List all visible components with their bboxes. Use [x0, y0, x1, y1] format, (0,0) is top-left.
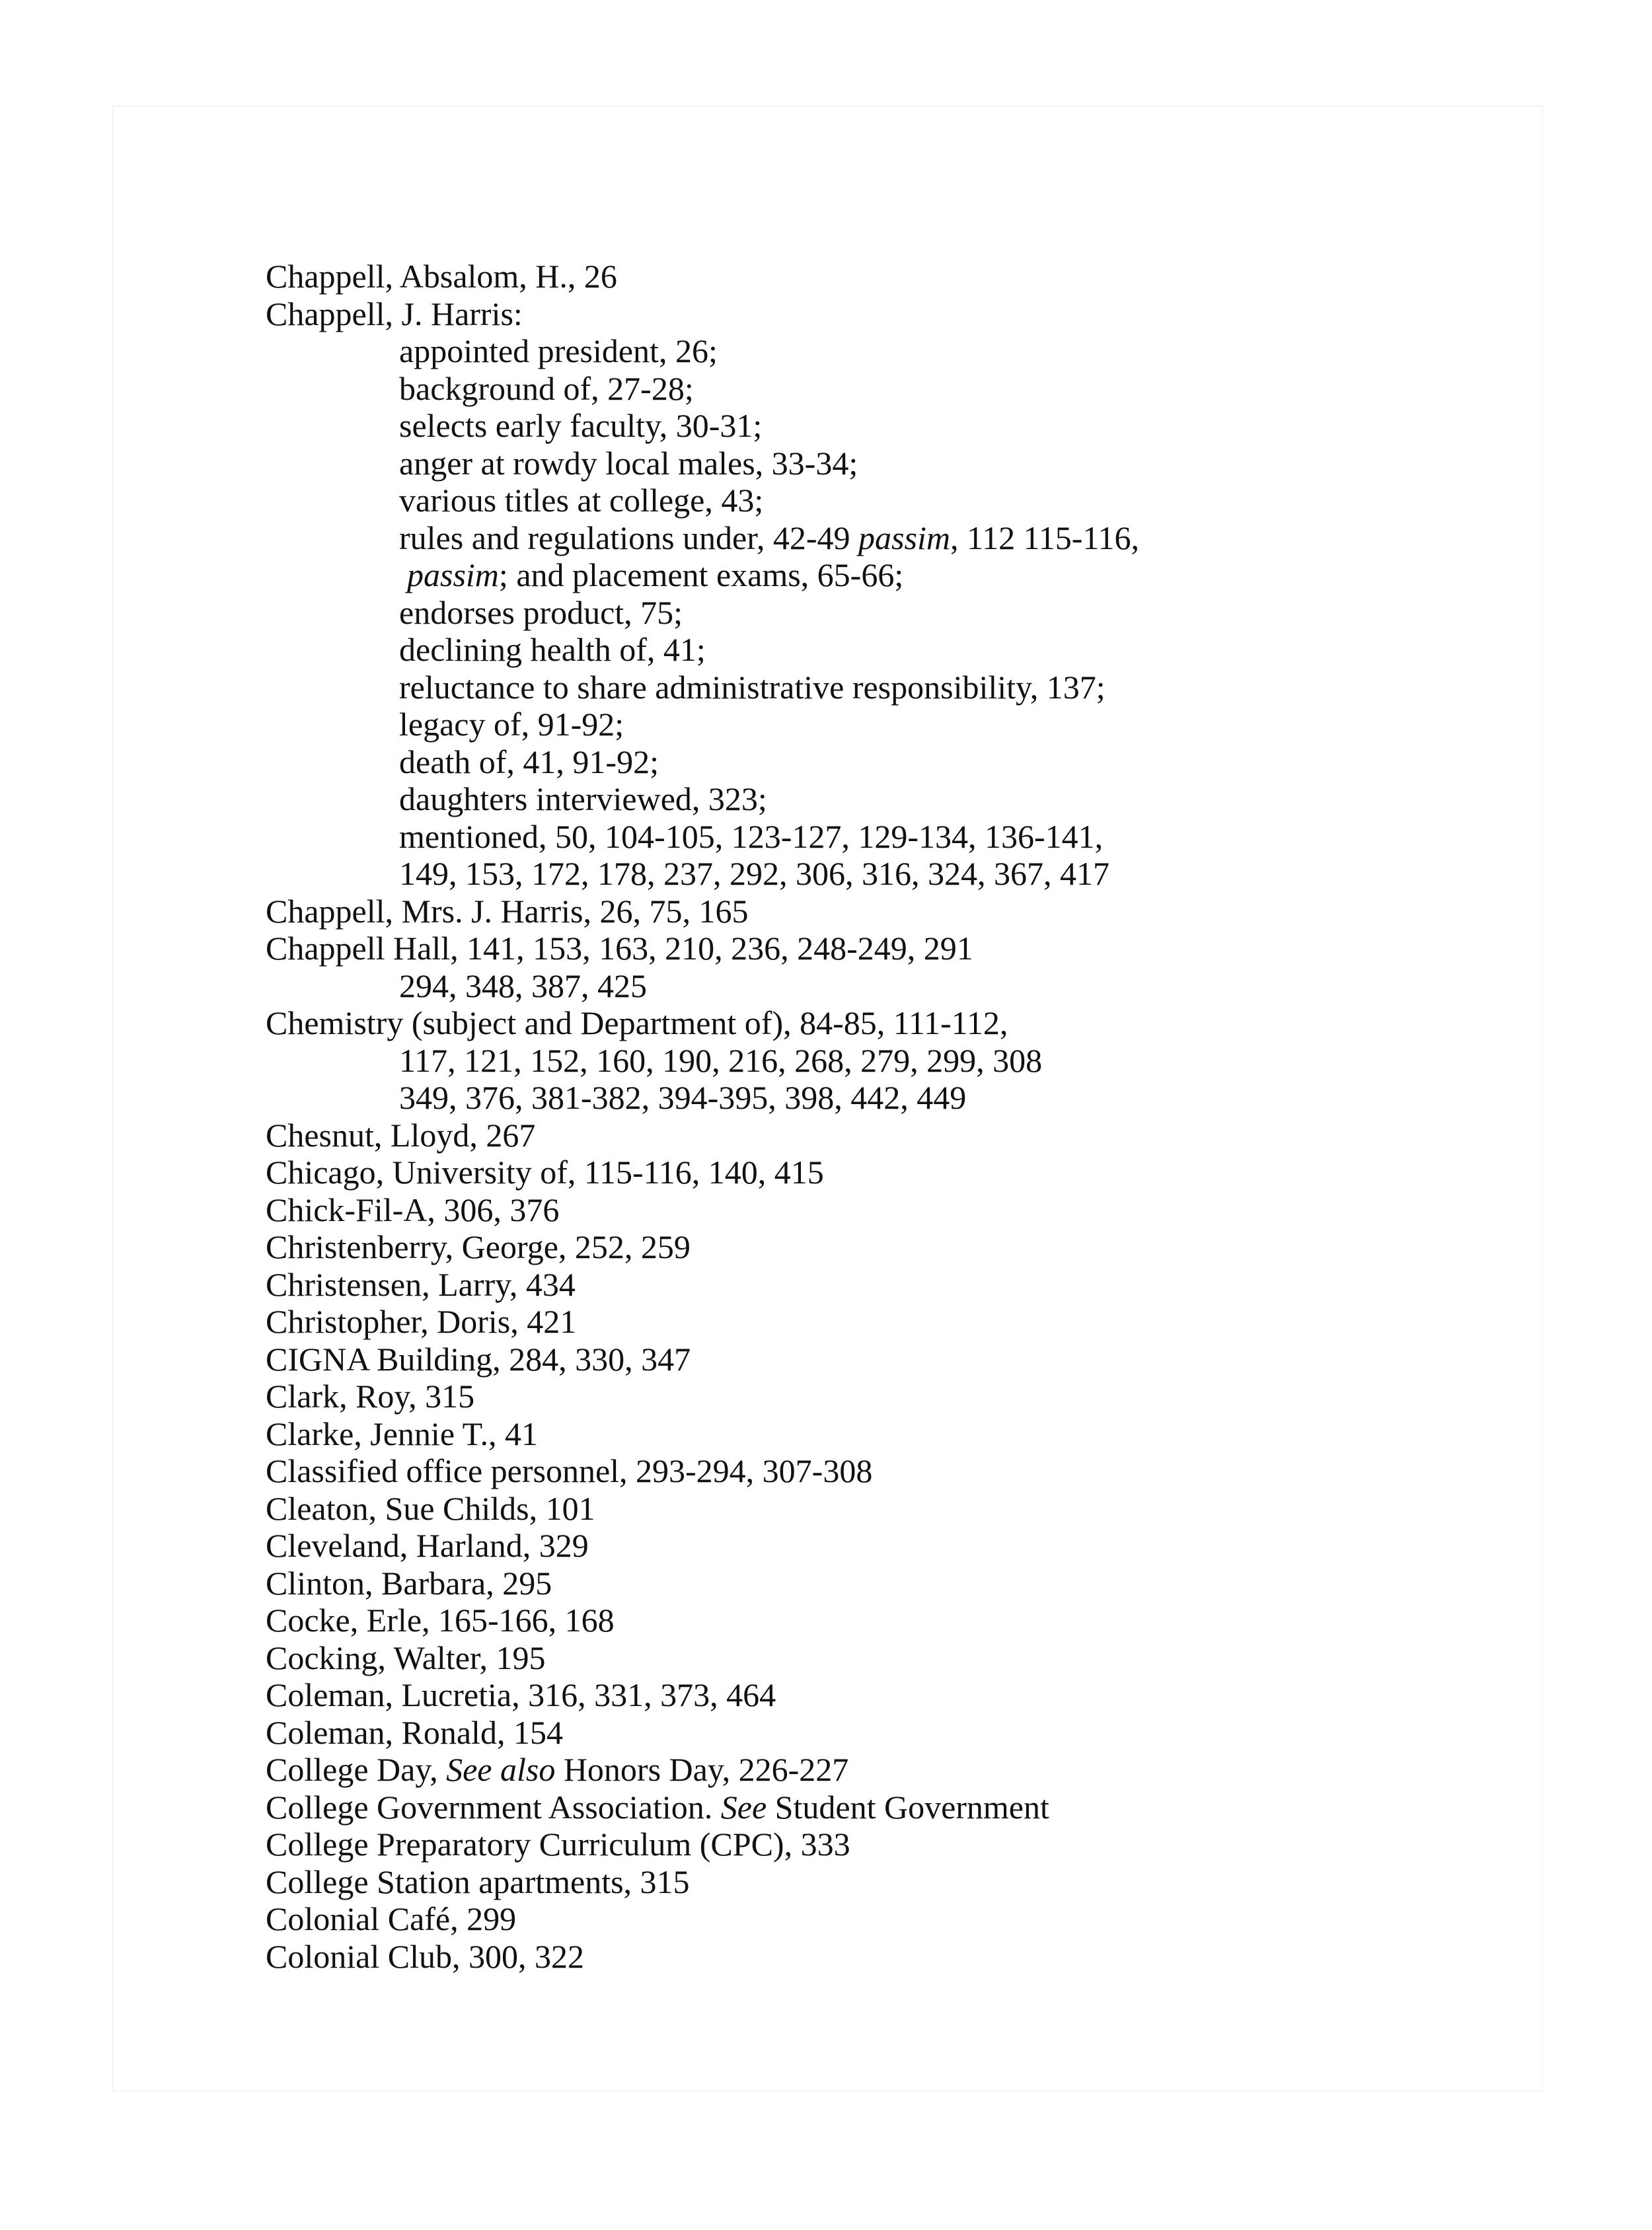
- index-entry: Clarke, Jennie T., 41: [266, 1415, 538, 1452]
- index-entry: Colonial Club, 300, 322: [266, 1937, 584, 1975]
- index-entry: Chappell, J. Harris:: [266, 295, 523, 332]
- index-entry: [266, 1751, 1508, 1789]
- index-subentry: reluctance to share administrative responsibility, 137;: [399, 668, 1106, 706]
- entry-italic: passim: [407, 556, 499, 593]
- index-entry: Clark, Roy, 315: [266, 1378, 475, 1415]
- entry-italic: See also: [446, 1751, 556, 1788]
- entry-text: College Government Association.: [266, 1788, 721, 1826]
- entry-text: rules and regulations under, 42-49: [399, 519, 859, 556]
- index-entry: Cocking, Walter, 195: [266, 1639, 546, 1676]
- index-entry: Chick-Fil-A, 306, 376: [266, 1191, 560, 1228]
- entry-text: College Day,: [266, 1751, 447, 1788]
- entry-text: Honors Day, 226-227: [555, 1751, 849, 1788]
- index-entry: CIGNA Building, 284, 330, 347: [266, 1340, 691, 1378]
- entry-italic: See: [720, 1788, 767, 1826]
- index-entry: Christensen, Larry, 434: [266, 1265, 576, 1303]
- index-subentry: background of, 27-28;: [399, 369, 694, 407]
- index-entry: Chicago, University of, 115-116, 140, 415: [266, 1154, 824, 1191]
- index-entry: Cocke, Erle, 165-166, 168: [266, 1602, 615, 1639]
- index-entry: College Station apartments, 315: [266, 1863, 690, 1900]
- entry-text: ; and placement exams, 65-66;: [498, 556, 904, 593]
- index-continuation: 349, 376, 381-382, 394-395, 398, 442, 449: [399, 1079, 967, 1116]
- entry-italic: passim: [858, 519, 950, 556]
- index-subentry: declining health of, 41;: [399, 631, 706, 668]
- index-entry: Christenberry, George, 252, 259: [266, 1228, 691, 1265]
- index-entry: Colonial Café, 299: [266, 1900, 517, 1937]
- index-subentry: selects early faculty, 30-31;: [399, 407, 763, 444]
- index-entry: Christopher, Doris, 421: [266, 1303, 577, 1340]
- index-entry: Coleman, Lucretia, 316, 331, 373, 464: [266, 1676, 776, 1713]
- index-entry: Chappell Hall, 141, 153, 163, 210, 236, 248-249, 291: [266, 930, 973, 967]
- index-subentry: various titles at college, 43;: [399, 482, 764, 519]
- index-subentry: legacy of, 91-92;: [399, 706, 624, 743]
- index-entry: Clinton, Barbara, 295: [266, 1564, 552, 1602]
- index-subentry: death of, 41, 91-92;: [399, 743, 659, 780]
- index-subentry: appointed president, 26;: [399, 332, 718, 369]
- index-entry: Coleman, Ronald, 154: [266, 1713, 563, 1751]
- index-subentry: daughters interviewed, 323;: [399, 780, 767, 817]
- entry-text: , 112 115-116,: [950, 519, 1140, 556]
- index-subentry: [266, 519, 1508, 557]
- index-entry: College Preparatory Curriculum (CPC), 333: [266, 1826, 850, 1863]
- index-entry: Chappell, Mrs. J. Harris, 26, 75, 165: [266, 892, 749, 930]
- index-continuation: 117, 121, 152, 160, 190, 216, 268, 279, 299, 308: [399, 1041, 1043, 1079]
- index-subentry: mentioned, 50, 104-105, 123-127, 129-134, 136-141,: [399, 817, 1104, 855]
- index-subentry: 149, 153, 172, 178, 237, 292, 306, 316, 324, 367, 417: [399, 855, 1109, 892]
- index-entry: [266, 1789, 1508, 1826]
- index-entry: Cleaton, Sue Childs, 101: [266, 1489, 595, 1527]
- index-entry: Chesnut, Lloyd, 267: [266, 1116, 536, 1154]
- index-entry: Classified office personnel, 293-294, 307-308: [266, 1452, 873, 1489]
- entry-text: Student Government: [767, 1788, 1049, 1826]
- index-entry: Chemistry (subject and Department of), 84-85, 111-112,: [266, 1004, 1008, 1041]
- index-subentry: anger at rowdy local males, 33-34;: [399, 444, 858, 482]
- index-entry: Cleveland, Harland, 329: [266, 1527, 589, 1564]
- index-list: [266, 258, 1508, 1975]
- index-subentry: [266, 556, 1508, 594]
- index-entry: Chappell, Absalom, H., 26: [266, 258, 617, 295]
- index-continuation: 294, 348, 387, 425: [399, 967, 647, 1004]
- index-subentry: endorses product, 75;: [399, 593, 683, 631]
